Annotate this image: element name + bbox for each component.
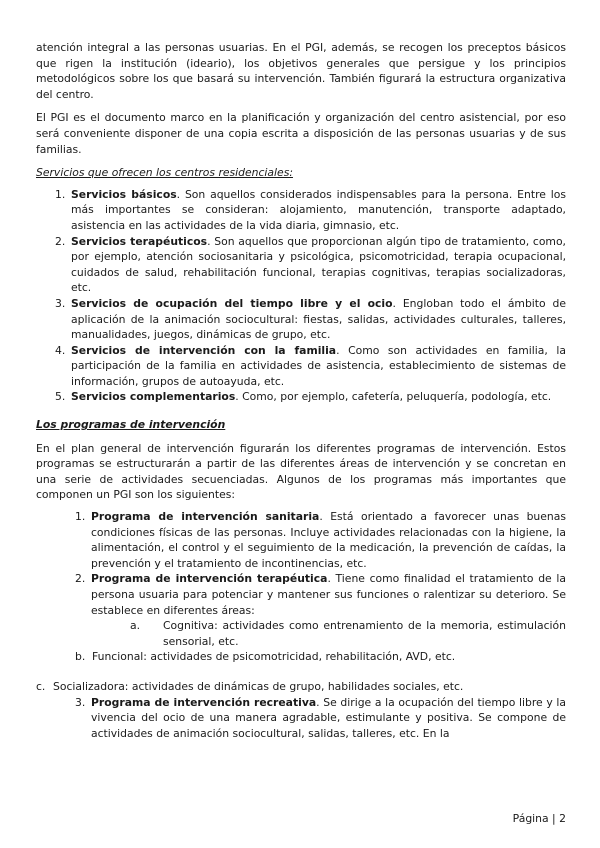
item-title: Servicios básicos [71,187,177,201]
programs-list [36,509,566,649]
list-item: 1. Programa de intervención sanitaria. Está orientado a favorecer unas buenas condiciones físicas de las personas. Incluye actividades relacionadas con la higiene, la alimentación, el control y el seguimiento de la medicación, la prevención de caídas, la prevención y el tratamiento de incontinencias, etc. [75,510,566,570]
page-number: Página | 2 [512,812,566,825]
programs-heading: Los programas de intervención [36,418,226,432]
item-title: Servicios terapéuticos [71,234,208,248]
programs-intro: En el plan general de intervención figurarán los diferentes programas de intervención. Estos programas se estructurarán a partir de las diferentes áreas de intervención y se concretan en una serie de actividades secuenciadas. Algunos de los programas más importantes que componen un PGI son los siguientes: [36,441,566,502]
item-title: Servicios complementarios [71,390,236,404]
item-title: Servicios de intervención con la familia [71,343,337,357]
intro-paragraph-2: El PGI es el documento marco en la planificación y organización del centro asistencial, por eso será conveniente disponer de una copia escrita a disposición de las personas usuarias y de sus familias. [36,111,566,156]
list-item: b. Funcional: actividades de psicomotricidad, rehabilitación, AVD, etc. [75,650,456,664]
list-item: 3. Servicios de ocupación del tiempo libre y el ocio. Engloban todo el ámbito de aplicación de la animación sociocultural: fiestas, salidas, actividades culturales, talleres, manualidades, juegos, dinámicas de grupo, etc. [55,296,567,342]
list-item: a. Cognitiva: actividades como entrenamiento de la memoria, estimulación sensorial, etc. [130,619,566,648]
areas-sublist-b [36,649,566,665]
item-title: Programa de intervención recreativa [91,695,317,709]
services-heading: Servicios que ofrecen los centros residenciales: [36,166,293,180]
list-item: c. Socializadora: actividades de dinámicas de grupo, habilidades sociales, etc. [36,679,464,693]
list-item: 2. Programa de intervención terapéutica. Tiene como finalidad el tratamiento de la persona usuaria para potenciar y mantener sus funciones o ralentizar su deterioro. Se establece en diferentes áreas: a. Cognitiva: actividades como entrenamiento de la memoria, estimulación sensorial, etc. [75,572,566,648]
intro-paragraph-1: atención integral a las personas usuarias. En el PGI, además, se recogen los preceptos básicos que rigen la institución (ideario), los objetivos generales que persigue y los principios metodológicos sobre los que basará su intervención. También figurará la estructura organizativa del centro. [36,41,566,101]
list-item: 1. Servicios básicos. Son aquellos considerados indispensables para la persona. Entre los más importantes se consideran: alojamiento, manutención, transporte adaptado, asistencia en las actividades de la vida diaria, gimnasio, etc. [55,187,566,232]
services-list [36,187,566,405]
document-page [36,40,566,741]
list-item: 3. Programa de intervención recreativa. Se dirige a la ocupación del tiempo libre y la vivencia del ocio de una manera agradable, estimulante y positiva. Se compone de actividades de animación sociocultural, salidas, talleres, etc. En la [75,695,566,740]
list-item: 5. Servicios complementarios. Como, por ejemplo, cafetería, peluquería, podología, etc. [55,390,552,404]
item-title: Programa de intervención sanitaria [91,510,320,524]
list-item: 4. Servicios de intervención con la familia. Como son actividades en familia, la participación de la familia en actividades de asistencia, establecimiento de sistemas de información, grupos de autoayuda, etc. [55,343,566,388]
list-item: 2. Servicios terapéuticos. Son aquellos que proporcionan algún tipo de tratamiento, como, por ejemplo, atención sociosanitaria y psicológica, psicomotricidad, terapia ocupacional, cuidados de salud, rehabilitación funcional, terapias cognitivas, terapias socializadoras, etc. [55,234,566,295]
item-title: Servicios de ocupación del tiempo libre y el ocio [71,296,393,310]
areas-sublist [91,618,566,649]
item-title: Programa de intervención terapéutica [91,572,328,586]
